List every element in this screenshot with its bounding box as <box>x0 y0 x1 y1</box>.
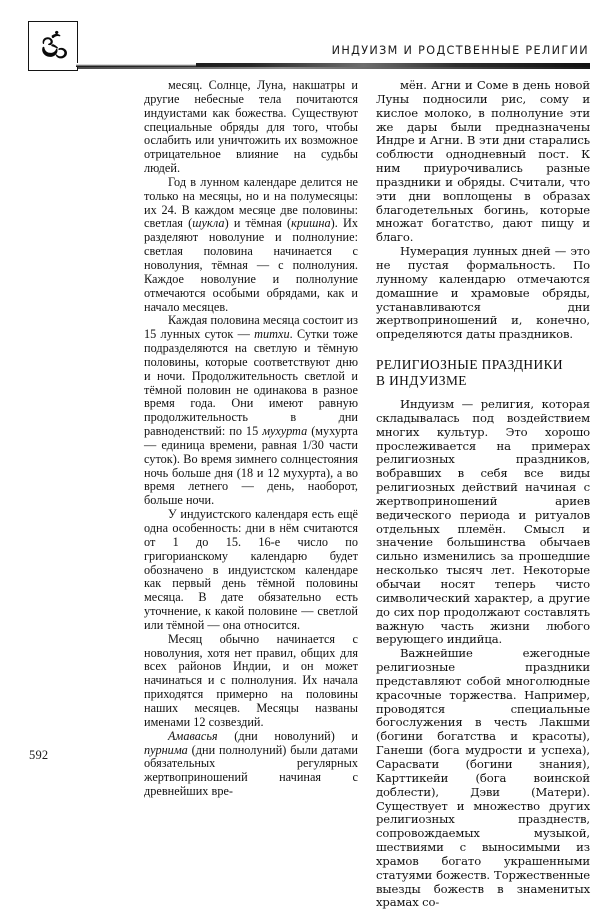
section-heading-line-2: В ИНДУИЗМЕ <box>376 372 467 388</box>
om-symbol-icon <box>28 21 78 71</box>
paragraph: Нумерация лунных дней — это не пустая формальность. По лунному календарю отмечаются домашние и храмовые обряды, устанавливаются дни жертвоприношений и, конечно, определяются даты праздников. <box>376 244 590 342</box>
page-number: 592 <box>29 748 49 762</box>
body-columns <box>144 78 590 910</box>
paragraph: У индуистского календаря есть ещё одна особенность: дни в нём считаются от 1 до 15. 16-е число по григорианскому календарю будет обозначено в индуистском календаре как первый день тёмной половины месяца. В дате обязательно есть уточнение, к какой половине — светлой или тёмной — она относится. <box>144 507 358 632</box>
running-head <box>0 0 600 74</box>
paragraph: Месяц обычно начинается с новолуния, хотя нет правил, общих для всех районов Индии, и он может начинаться и с полнолуния. Их начала приходятся примерно на половины наших месяцев. Месяцы названы именами 12 созвездий. <box>144 631 358 729</box>
running-head-title: ИНДУИЗМ И РОДСТВЕННЫЕ РЕЛИГИИ <box>331 44 589 57</box>
paragraph: мён. Агни и Соме в день новой Луны подносили рис, сому и кислое молоко, в полнолуние эти же дары были предназначены Индре и Агни. В эти дни старались соблюсти однодневный пост. К ним приурочивались разные праздники и обряды. Считали, что эти дни воплощены в образах благодетельных богинь, которые множат богатство, дают пищу и благо. <box>376 78 590 245</box>
paragraph: месяц. Солнце, Луна, накшатры и другие небесные тела почитаются индуистами как божества. Существуют специальные обряды для того, чтобы ослабить или уничтожить их возможное отрицательное влияние на судьбы людей. <box>144 78 358 176</box>
paragraph: Каждая половина месяца состоит из 15 лунных суток — титхи. Сутки тоже подразделяются на светлую и тёмную половины, которые соответствуют дню и ночи. Продолжительность светлой и тёмной половин не одинакова в разное время года. Они имеют равную продолжительность в дни равноденствий: по 15 мухурта (мухурта — единица времени, равная 1/30 части суток). Во время зимнего солнцестояния ночь больше дня (18 и 12 мухурта), а во время летнего — день, наоборот, больше ночи. <box>144 313 359 508</box>
paragraph: Индуизм — религия, которая складывалась под воздействием многих культур. Это хорошо прослеживается на примерах религиозных праздников, вобравших в себя все виды религиозных действий начиная с жертвоприношений ариев ведического периода и ритуалов отдельных племён. Смысл и значение большинства обычаев сильно изменились за прошедшие несколько тысяч лет. Некоторые обычаи носят теперь чисто символический характер, а другие до сих пор продолжают составлять важную часть жизни любого верующего индийца. <box>376 397 590 647</box>
right-text-column <box>376 78 590 910</box>
paragraph: Важнейшие ежегодные религиозные праздники представляют собой многолюдные красочные торжества. Например, проводятся специальные богослужения в честь Лакшми (богини богатства и красоты), Ганеши (бога мудрости и успеха), Сарасвати (богини знания), Карттикейи (бога воинской доблести), Дэви (Матери). Существует и множество других религиозных празднеств, сопровождаемых музыкой, шествиями с выносимыми из храмов богато украшенными статуями божеств. Торжественные выезды божеств в знаменитых храмах со- <box>376 646 590 910</box>
paragraph: Амавасья (дни новолуний) и пурнима (дни полнолуний) были датами обязательных регулярных жертвоприношений начиная с древнейших вре- <box>144 728 358 799</box>
header-rule <box>76 63 590 70</box>
paragraph: Год в лунном календаре делится не только на месяцы, но и на полумесяцы: их 24. В каждом месяце две половины: светлая (шукла) и тёмная (кришна). Их разделяют новолуние и полнолуние: светлая половина начинается с новолуния, тёмная — с полнолуния. Каждое новолуние и полнолуние отмечаются особыми обрядами, как и начало месяцев. <box>144 174 358 314</box>
section-heading <box>376 357 590 388</box>
section-heading-line-1: РЕЛИГИОЗНЫЕ ПРАЗДНИКИ <box>376 357 563 373</box>
left-text-column <box>144 78 359 799</box>
